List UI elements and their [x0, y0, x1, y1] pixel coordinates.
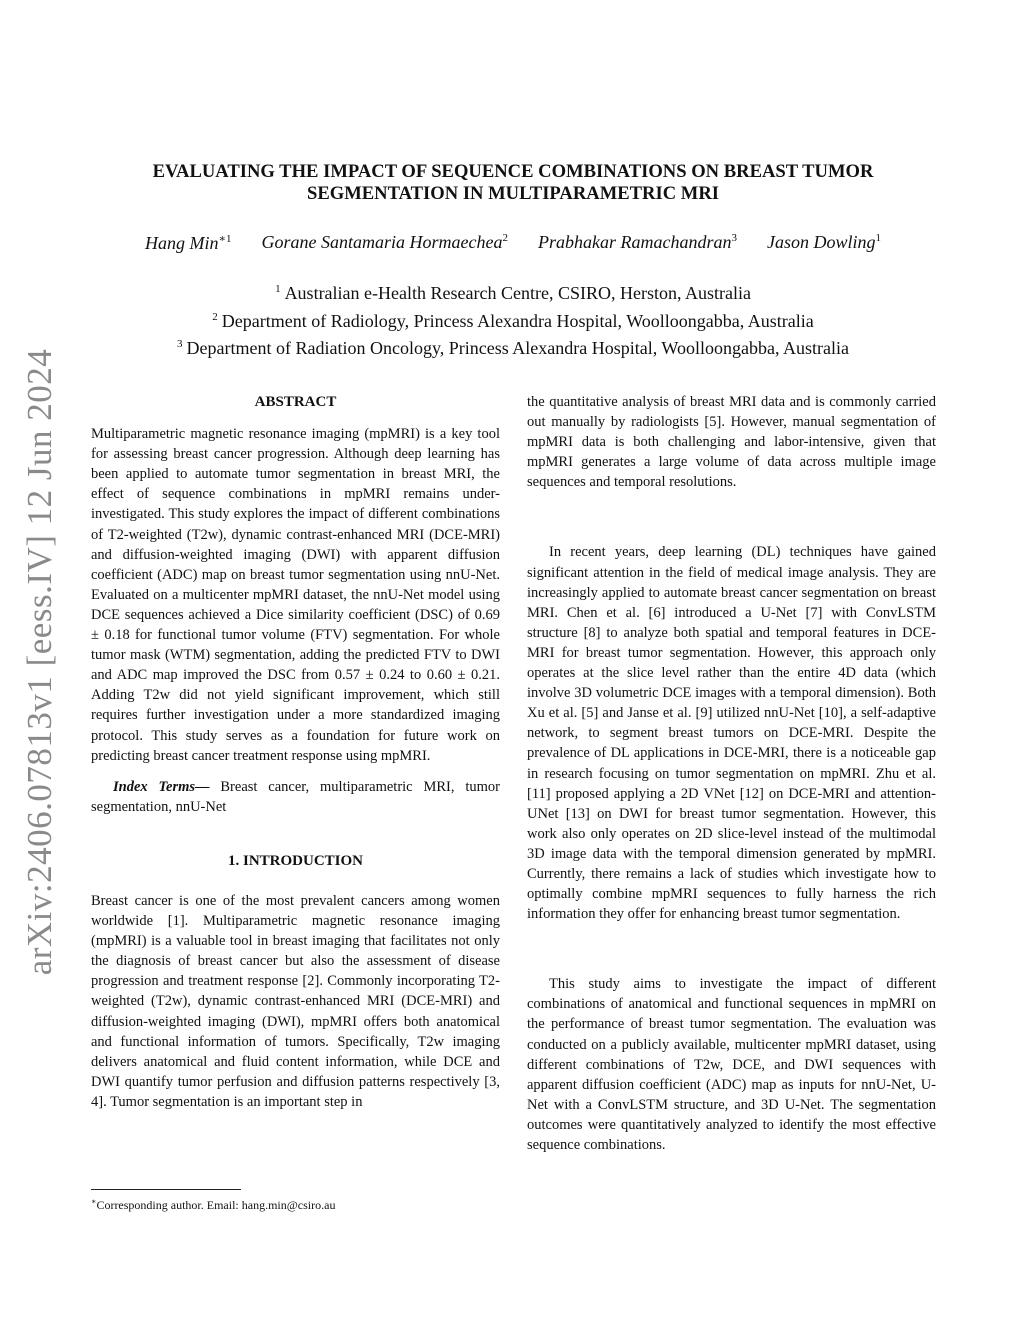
intro-paragraph-3: This study aims to investigate the impact of different combinations of anatomical and functional sequences in mpMRI on the performance of breast tumor segmentation. The evaluation was conducted on a publicly available, multicenter mpMRI dataset, using different combinations of T2w, DCE, and DWI sequences with apparent diffusion coefficient (ADC) map as inputs for nnU-Net, U-Net with a ConvLSTM structure, and 3D U-Net. The segmentation outcomes were quantitatively analyzed to identify the most effective sequence combinations. — [527, 976, 936, 1153]
introduction-heading: 1. INTRODUCTION — [227, 852, 363, 869]
author: Gorane Santamaria Hormaechea$^2$ — [261, 232, 508, 252]
author: Hang Min$^{∗1}$ — [145, 233, 232, 253]
paper-title-line-2: SEGMENTATION IN MULTIPARAMETRIC MRI — [306, 183, 720, 204]
abstract-heading: ABSTRACT — [254, 394, 337, 410]
paper-title — [90, 161, 936, 205]
left-column — [91, 392, 500, 1112]
arxiv-identifier-stamp: arXiv:2406.07813v1 [eess.IV] 12 Jun 2024 — [20, 348, 59, 976]
footnote — [91, 1189, 500, 1213]
affiliations — [90, 278, 936, 361]
index-terms-label: Index Terms— — [113, 778, 210, 795]
author-list — [90, 232, 936, 254]
abstract-text: Multiparametric magnetic resonance imaging (mpMRI) is a key tool for assessing breast cancer progression. Although deep learning has been applied to automate tumor segmentation in breast MRI, the effect of sequence combinations in mpMRI remains under-investigated. This study explores the impact of different combinations of T2-weighted (T2w), dynamic contrast-enhanced MRI (DCE-MRI) and diffusion-weighted imaging (DWI) with apparent diffusion coefficient (ADC) map on breast tumor segmentation using nnU-Net. Evaluated on a multicenter mpMRI dataset, the nnU-Net model using DCE sequences achieved a Dice similarity coefficient (DSC) of 0.69 ± 0.18 for functional tumor volume (FTV) segmentation. For whole tumor mask (WTM) segmentation, adding the predicted FTV to DWI and ADC map improved the DSC from 0.57 ± 0.24 to 0.60 ± 0.21. Adding T2w did not yield significant improvement, which still requires further investigation under a more standardized imaging protocol. This study serves as a foundation for future work on predicting breast cancer treatment response using mpMRI. — [91, 426, 500, 764]
affiliation: $^1$ Australian e-Health Research Centre, CSIRO, Herston, Australia — [275, 283, 751, 303]
intro-paragraph-1-continued: the quantitative analysis of breast MRI data and is commonly carried out manually by radiologists [5]. However, manual segmentation of mpMRI data is both challenging and labor-intensive, given that mpMRI generates a large volume of data across multiple image sequences and temporal resolutions. — [527, 394, 936, 491]
footnote-text: ∗Corresponding author. Email: hang.min@csiro.au — [91, 1197, 336, 1212]
right-column — [527, 392, 936, 1155]
index-terms-text: Breast cancer, multiparametric MRI, tumor segmentation, nnU-Net — [91, 778, 500, 815]
index-terms — [91, 777, 500, 817]
intro-paragraph-1: Breast cancer is one of the most prevalent cancers among women worldwide [1]. Multiparametric magnetic resonance imaging (mpMRI) is a valuable tool in breast imaging that facilitates not only the diagnosis of breast cancer but also the assessment of disease progression and treatment response [2]. Commonly incorporating T2-weighted (T2w), dynamic contrast-enhanced MRI (DCE-MRI) and diffusion-weighted imaging (DWI), mpMRI offers both anatomical and functional information of tumors. Specifically, T2w imaging delivers anatomical and fluid content information, while DCE and DWI quantify tumor perfusion and diffusion patterns respectively [3, 4]. Tumor segmentation is an important step in — [91, 892, 500, 1110]
author: Prabhakar Ramachandran$^3$ — [537, 232, 737, 252]
intro-paragraph-2: In recent years, deep learning (DL) techniques have gained significant attention in the field of medical image analysis. They are increasingly applied to automate breast cancer segmentation on breast MRI. Chen et al. [6] introduced a U-Net [7] with ConvLSTM structure [8] to analyze both spatial and temporal features in DCE-MRI for breast tumor segmentation. However, this approach only operates at the slice level rather than the entire 4D data (which involve 3D volumetric DCE images with a temporal dimension). Both Xu et al. [5] and Janse et al. [9] utilized nnU-Net [10], a self-adaptive network, to segment breast tumors on DCE-MRI. Despite the prevalence of DL applications in DCE-MRI, there is a noticeable gap in research focusing on tumor segmentation on mpMRI. Zhu et al. [11] proposed applying a 2D VNet [12] on DCE-MRI and attention-UNet [13] on DWI for breast tumor segmentation. However, this work also only operates on 2D slice-level instead of the multimodal 3D image data with the temporal dimension generated by mpMRI. Currently, there remains a lack of studies which investigate how to optimally combine mpMRI sequences to fully harness the rich information they offer for enhancing breast tumor segmentation. — [527, 544, 936, 923]
paper-title-line-1: EVALUATING THE IMPACT OF SEQUENCE COMBINATIONS ON BREAST TUMOR — [152, 161, 874, 182]
affiliation: $^3$ Department of Radiation Oncology, Princess Alexandra Hospital, Woolloongabba, Australia — [177, 338, 849, 358]
author: Jason Dowling$^1$ — [766, 232, 881, 252]
affiliation: $^2$ Department of Radiology, Princess Alexandra Hospital, Woolloongabba, Australia — [212, 310, 814, 331]
footnote-rule — [91, 1189, 241, 1190]
